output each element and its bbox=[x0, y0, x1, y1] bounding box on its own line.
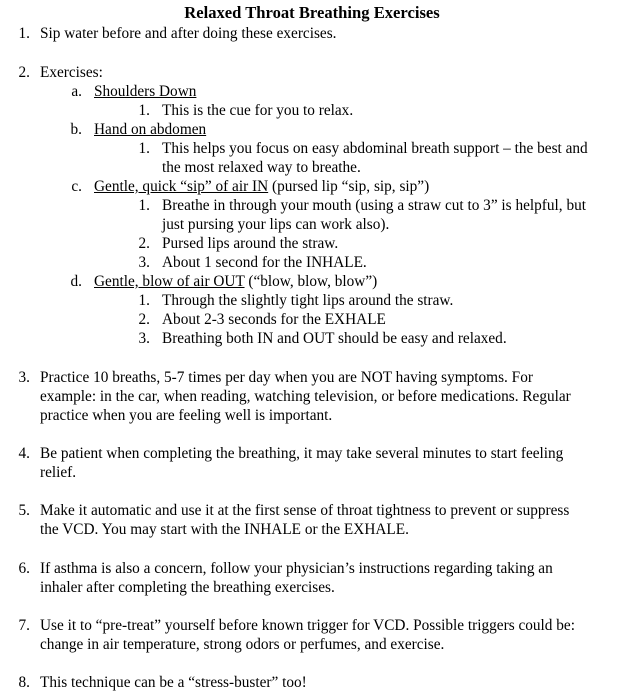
item-2-text: Exercises: bbox=[40, 64, 103, 81]
item-3-line-3: practice when you are feeling well is important. bbox=[40, 407, 333, 424]
item-2c-step-1-line-1: Breathe in through your mouth (using a straw cut to 3” is helpful, but bbox=[162, 197, 586, 214]
item-2c-step-1-number: 1. bbox=[138, 197, 150, 214]
item-4-line-1: Be patient when completing the breathing, it may take several minutes to start feeling bbox=[40, 445, 564, 462]
item-2c-step-2-text: Pursed lips around the straw. bbox=[162, 235, 339, 252]
item-2d-step-1-number: 1. bbox=[138, 292, 150, 309]
item-2-number: 2. bbox=[18, 64, 30, 81]
item-4-line-2: relief. bbox=[40, 464, 77, 481]
item-7-number: 7. bbox=[18, 617, 30, 634]
item-6-line-1: If asthma is also a concern, follow your physician’s instructions regarding taking an bbox=[40, 560, 553, 577]
item-2d-step-3-text: Breathing both IN and OUT should be easy and relaxed. bbox=[162, 330, 507, 347]
item-2c-heading bbox=[94, 177, 632, 196]
item-5-number: 5. bbox=[18, 502, 30, 519]
item-8-text: This technique can be a “stress-buster” too! bbox=[40, 674, 307, 691]
item-6-number: 6. bbox=[18, 560, 30, 577]
item-2c-step-3-text: About 1 second for the INHALE. bbox=[162, 254, 367, 271]
item-2d-step-1-text: Through the slightly tight lips around the straw. bbox=[162, 292, 454, 309]
item-2b-letter: b. bbox=[70, 121, 82, 138]
item-5-line-2: the VCD. You may start with the INHALE or the EXHALE. bbox=[40, 521, 409, 538]
item-6-line-2: inhaler after completing the breathing exercises. bbox=[40, 579, 335, 596]
item-2a-heading bbox=[94, 82, 632, 101]
item-2b-step-1-line-1: This helps you focus on easy abdominal breath support – the best and bbox=[162, 140, 588, 157]
item-2d-step-2-text: About 2-3 seconds for the EXHALE bbox=[162, 311, 386, 328]
item-1-text: Sip water before and after doing these exercises. bbox=[40, 25, 337, 42]
item-2d-heading bbox=[94, 272, 632, 291]
item-5-line-1: Make it automatic and use it at the first sense of throat tightness to prevent or suppress bbox=[40, 502, 570, 519]
item-2a-letter: a. bbox=[71, 83, 82, 100]
item-4-number: 4. bbox=[18, 445, 30, 462]
item-2b-heading bbox=[94, 120, 632, 139]
item-2c-step-2-number: 2. bbox=[138, 235, 150, 252]
item-3-number: 3. bbox=[18, 369, 30, 386]
item-2c-heading-text: Gentle, quick “sip” of air IN bbox=[94, 178, 269, 195]
item-2b-heading-text: Hand on abdomen bbox=[94, 121, 207, 138]
item-2d-step-3-number: 3. bbox=[138, 330, 150, 347]
item-1-number: 1. bbox=[18, 25, 30, 42]
item-2d-heading-suffix: (“blow, blow, blow”) bbox=[244, 273, 378, 290]
item-2d-step-2-number: 2. bbox=[138, 311, 150, 328]
item-2c-heading-suffix: (pursed lip “sip, sip, sip”) bbox=[268, 178, 430, 195]
item-3-line-2: example: in the car, when reading, watching television, or before medications. Regular bbox=[40, 388, 571, 405]
item-7-line-2: change in air temperature, strong odors or perfumes, and exercise. bbox=[40, 636, 445, 653]
item-2d-heading-text: Gentle, blow of air OUT bbox=[94, 273, 245, 290]
item-2c-step-3-number: 3. bbox=[138, 254, 150, 271]
item-8-number: 8. bbox=[18, 674, 30, 691]
item-2a-step-1-number: 1. bbox=[138, 102, 150, 119]
item-2a-step-1-text: This is the cue for you to relax. bbox=[162, 102, 354, 119]
item-2c-step-1-line-2: just pursing your lips can work also). bbox=[162, 216, 390, 233]
item-2d-letter: d. bbox=[70, 273, 82, 290]
item-2b-step-1-number: 1. bbox=[138, 140, 150, 157]
page-title: Relaxed Throat Breathing Exercises bbox=[184, 3, 440, 22]
item-2b-step-1-line-2: the most relaxed way to breathe. bbox=[162, 159, 361, 176]
item-2a-heading-text: Shoulders Down bbox=[94, 83, 197, 100]
item-3-line-1: Practice 10 breaths, 5-7 times per day when you are NOT having symptoms. For bbox=[40, 369, 533, 386]
item-7-line-1: Use it to “pre-treat” yourself before known trigger for VCD. Possible triggers could be: bbox=[40, 617, 575, 634]
item-2c-letter: c. bbox=[71, 178, 82, 195]
